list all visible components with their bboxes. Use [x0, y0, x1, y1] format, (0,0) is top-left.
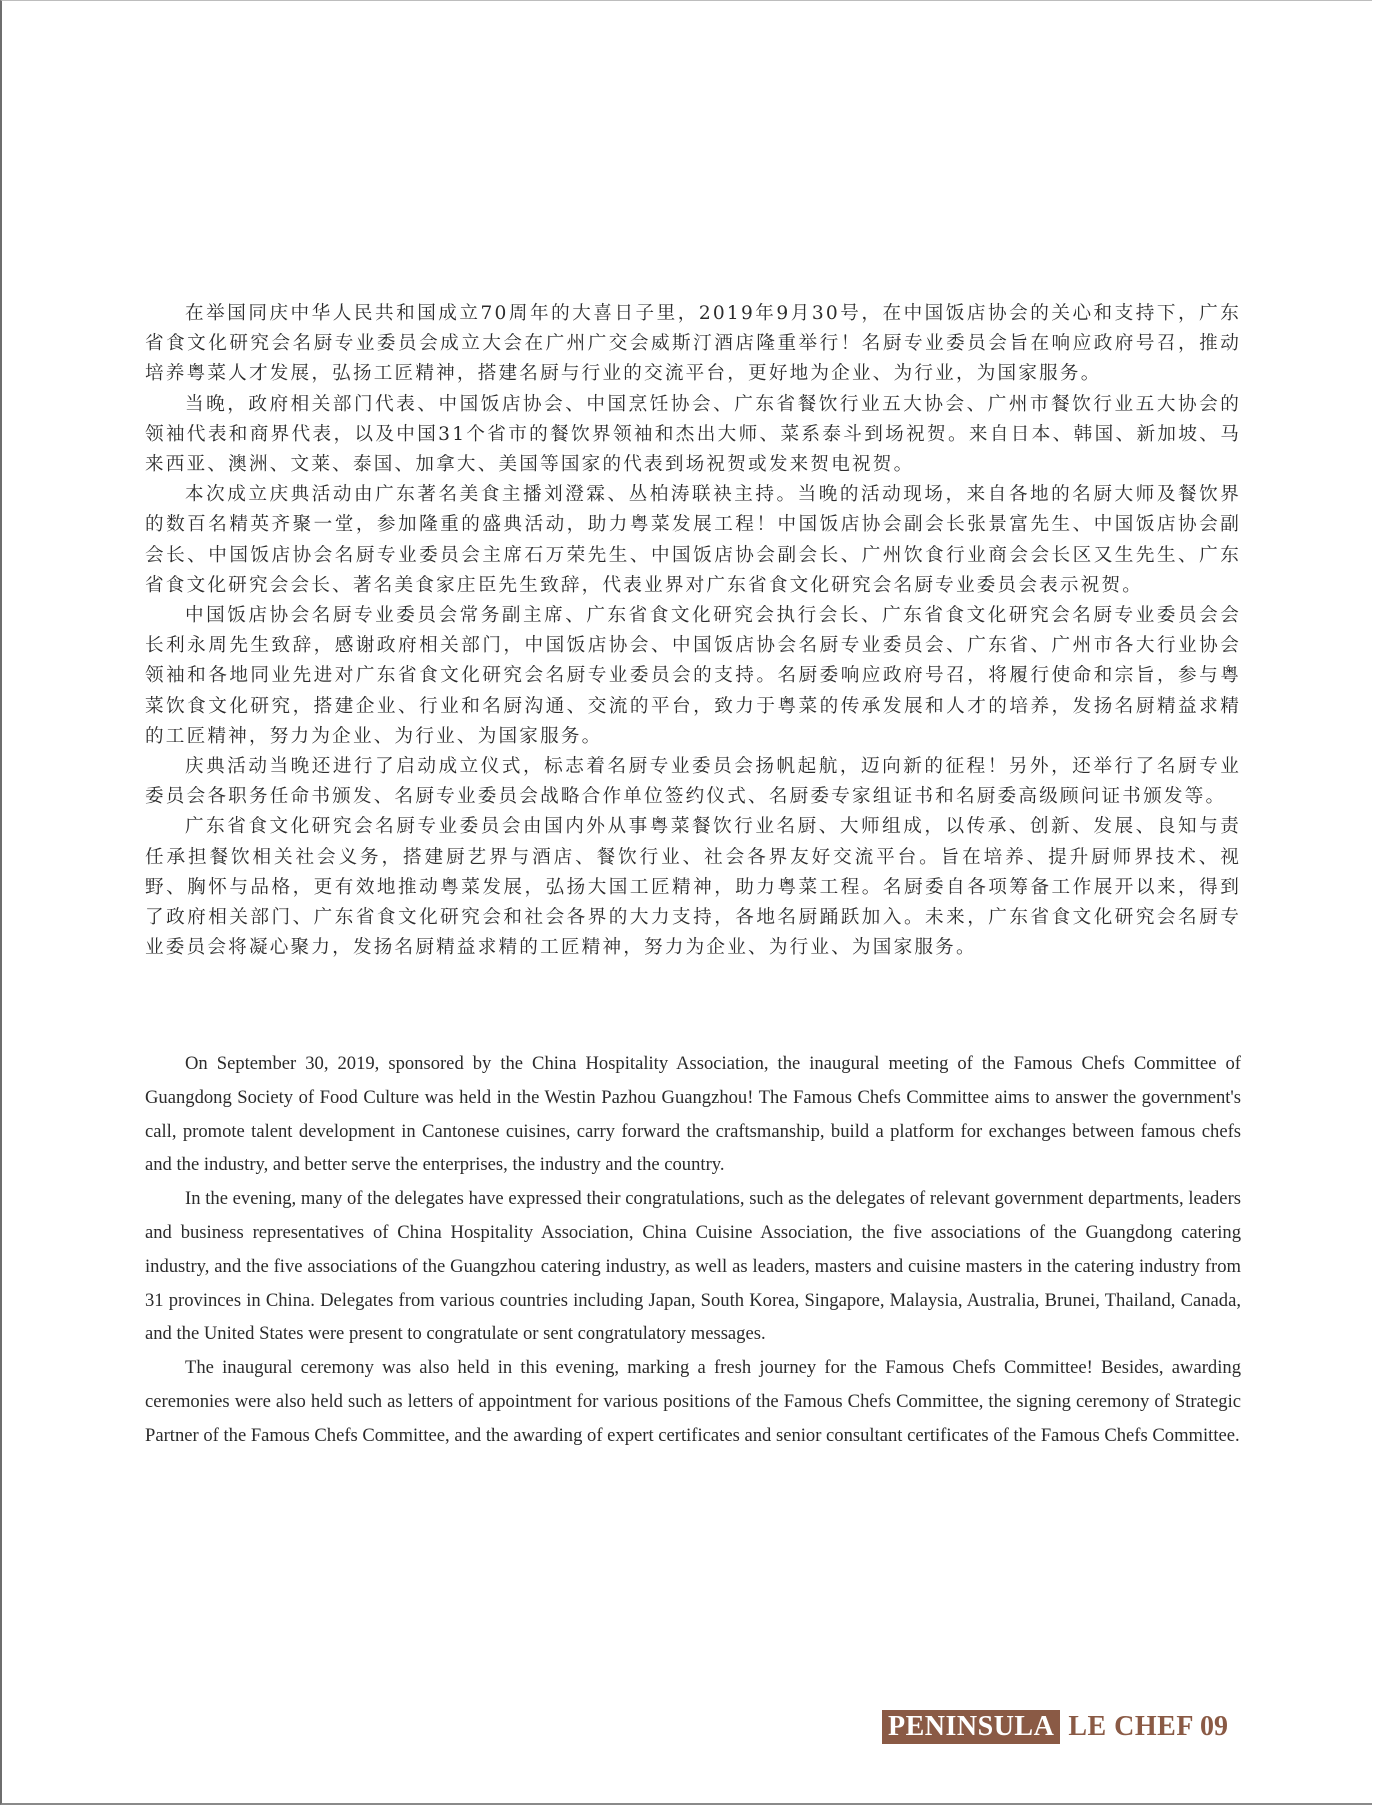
zh-paragraph-2: 当晚，政府相关部门代表、中国饭店协会、中国烹饪协会、广东省餐饮行业五大协会、广州市餐饮行业五大协会的领袖代表和商界代表，以及中国31个省市的餐饮界领袖和杰出大师、菜系泰斗到场祝贺。来自日本、韩国、新加坡、马来西亚、澳洲、文莱、泰国、加拿大、美国等国家的代表到场祝贺或发来贺电祝贺。	[145, 393, 1241, 476]
zh-paragraph-5: 庆典活动当晚还进行了启动成立仪式，标志着名厨专业委员会扬帆起航，迈向新的征程！另外，还举行了名厨专业委员会各职务任命书颁发、名厨专业委员会战略合作单位签约仪式、名厨委专家组证书和名厨委高级顾问证书颁发等。	[145, 756, 1241, 808]
page-number: 09	[1199, 1711, 1228, 1742]
footer-brand-text: LE CHEF	[1068, 1711, 1194, 1742]
english-article-body	[145, 1047, 1241, 1453]
chinese-article-body	[145, 299, 1241, 963]
en-paragraph-2: In the evening, many of the delegates have expressed their congratulations, such as the delegates of relevant government departments, leaders and business representatives of China Hospitality Association, China Cuisine Association, the five associations of the Guangdong catering industry, and the five associations of the Guangzhou catering industry, as well as leaders, masters and cuisine masters in the catering industry from 31 provinces in China. Delegates from various countries including Japan, South Korea, Singapore, Malaysia, Australia, Brunei, Thailand, Canada, and the United States were present to congratulate or sent congratulatory messages.	[145, 1188, 1241, 1345]
footer-brand-boxed: PENINSULA	[882, 1710, 1060, 1744]
page-footer	[882, 1710, 1228, 1744]
en-paragraph-1: On September 30, 2019, sponsored by the China Hospitality Association, the inaugural meeting of the Famous Chefs Committee of Guangdong Society of Food Culture was held in the Westin Pazhou Guangzhou! The Famous Chefs Committee aims to answer the government's call, promote talent development in Cantonese cuisines, carry forward the craftsmanship, build a platform for exchanges between famous chefs and the industry, and better serve the enterprises, the industry and the country.	[145, 1053, 1241, 1176]
en-paragraph-3: The inaugural ceremony was also held in this evening, marking a fresh journey for the Famous Chefs Committee! Besides, awarding ceremonies were also held such as letters of appointment for various positions of the Famous Chefs Committee, the signing ceremony of Strategic Partner of the Famous Chefs Committee, and the awarding of expert certificates and senior consultant certificates of the Famous Chefs Committee.	[145, 1357, 1241, 1446]
zh-paragraph-6: 广东省食文化研究会名厨专业委员会由国内外从事粤菜餐饮行业名厨、大师组成，以传承、创新、发展、良知与责任承担餐饮相关社会义务，搭建厨艺界与酒店、餐饮行业、社会各界友好交流平台。旨在培养、提升厨师界技术、视野、胸怀与品格，更有效地推动粤菜发展，弘扬大国工匠精神，助力粤菜工程。名厨委自各项筹备工作展开以来，得到了政府相关部门、广东省食文化研究会和社会各界的大力支持，各地名厨踊跃加入。未来，广东省食文化研究会名厨专业委员会将凝心聚力，发扬名厨精益求精的工匠精神，努力为企业、为行业、为国家服务。	[145, 816, 1241, 959]
zh-paragraph-3: 本次成立庆典活动由广东著名美食主播刘澄霖、丛柏涛联袂主持。当晚的活动现场，来自各地的名厨大师及餐饮界的数百名精英齐聚一堂，参加隆重的盛典活动，助力粤菜发展工程！中国饭店协会副会长张景富先生、中国饭店协会副会长、中国饭店协会名厨专业委员会主席石万荣先生、中国饭店协会副会长、广州饮食行业商会会长区又生先生、广东省食文化研究会会长、著名美食家庄臣先生致辞，代表业界对广东省食文化研究会名厨专业委员会表示祝贺。	[145, 484, 1241, 596]
zh-paragraph-4: 中国饭店协会名厨专业委员会常务副主席、广东省食文化研究会执行会长、广东省食文化研究会名厨专业委员会会长利永周先生致辞，感谢政府相关部门，中国饭店协会、中国饭店协会名厨专业委员会、广东省、广州市各大行业协会领袖和各地同业先进对广东省食文化研究会名厨专业委员会的支持。名厨委响应政府号召，将履行使命和宗旨，参与粤菜饮食文化研究，搭建企业、行业和名厨沟通、交流的平台，致力于粤菜的传承发展和人才的培养，发扬名厨精益求精的工匠精神，努力为企业、为行业、为国家服务。	[145, 605, 1241, 747]
zh-paragraph-1: 在举国同庆中华人民共和国成立70周年的大喜日子里，2019年9月30号，在中国饭店协会的关心和支持下，广东省食文化研究会名厨专业委员会成立大会在广州广交会威斯汀酒店隆重举行！名厨专业委员会旨在响应政府号召，推动培养粤菜人才发展，弘扬工匠精神，搭建名厨与行业的交流平台，更好地为企业、为行业，为国家服务。	[145, 303, 1241, 385]
